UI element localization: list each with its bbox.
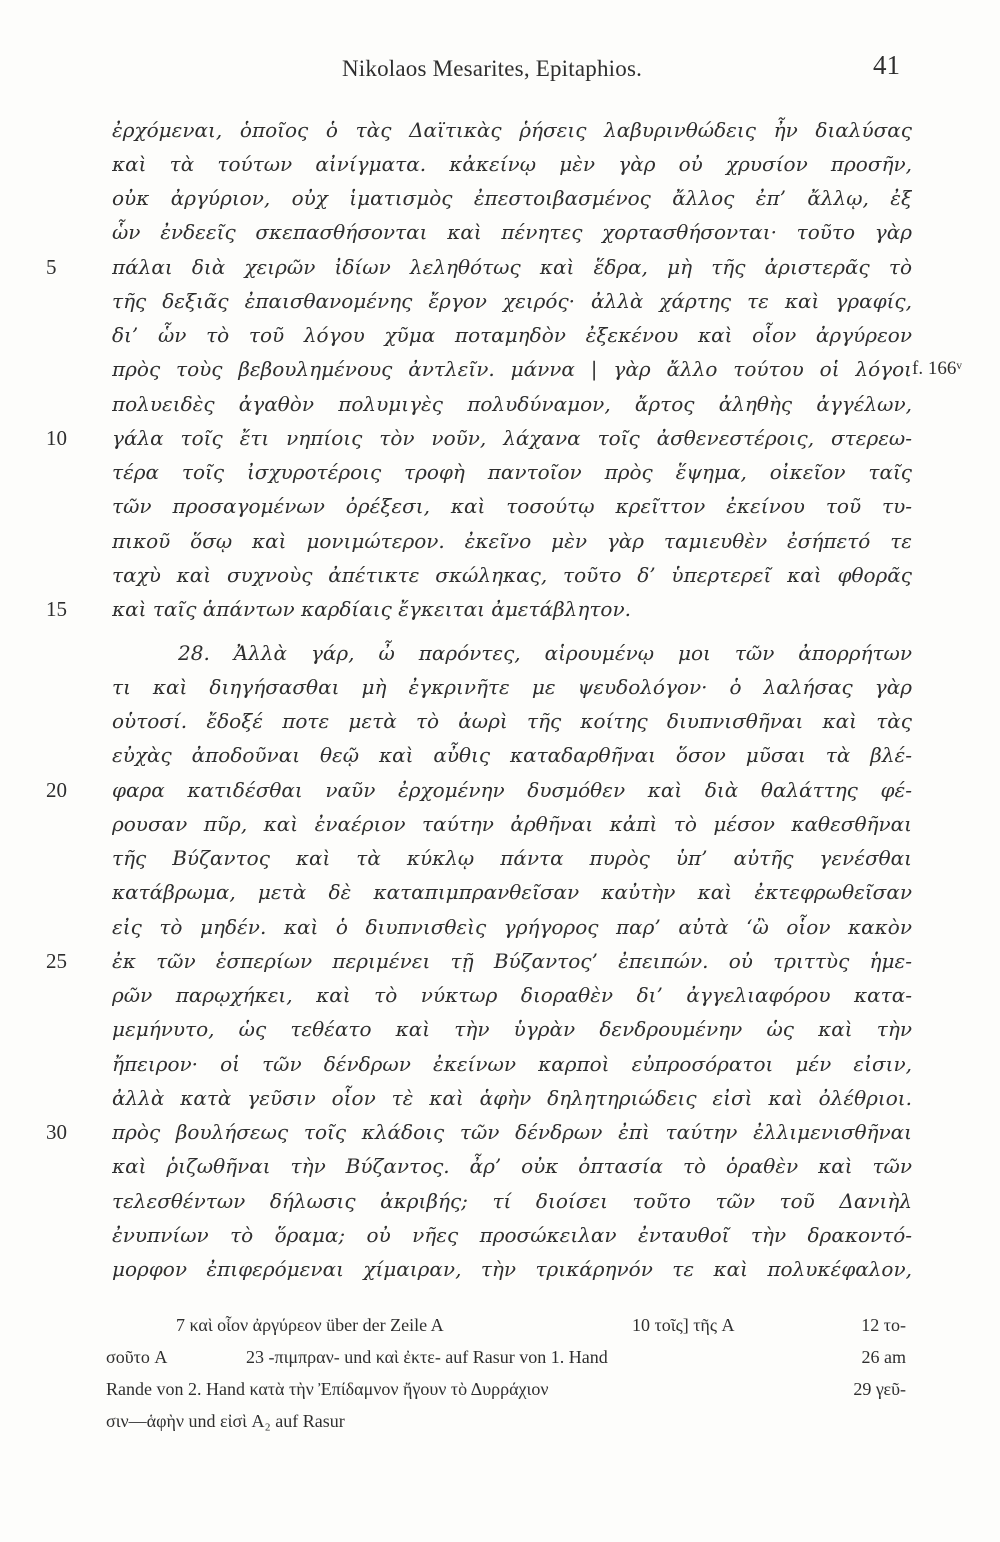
text-line: πικοῦ ὅσῳ καὶ μονιμώτερον. ἐκεῖνο μὲν γὰρ ταμιευθὲν ἐσήπετό τε [112,529,912,553]
footnote-line [106,1374,906,1404]
text-line: μορφον ἐπιφερόμεναι χίμαιραν, τὴν τρικάρηνόν τε καὶ πολυκέφαλον, [112,1257,912,1281]
line-number: 5 [46,255,57,279]
line-number: 15 [46,597,67,621]
text-line: τελεσθέντων δήλωσις ἀκριβής; τί διοίσει τοῦτο τῶν τοῦ Δανιὴλ [112,1189,912,1213]
text-line: πρὸς τοὺς βεβουλημένους ἀντλεῖν. μάννα | γὰρ ἄλλο τούτου οἱ λόγοι [112,357,912,381]
line-number: 10 [46,426,67,450]
text-line: ἐνυπνίων τὸ ὅραμα; οὐ νῆες προσώκειλαν ἐνταυθοῖ τὴν δρακοντό- [112,1223,912,1247]
footnote-entry: σοῦτο A [106,1347,168,1367]
text-line: ἐκ τῶν ἑσπερίων περιμένει τῇ Βύζαντος’ ἐπειπών. οὐ τριττὺς ἡμε- [112,949,912,973]
text-line: τι καὶ διηγήσασθαι μὴ ἐγκρινῆτε με ψευδολόγον· ὁ λαλήσας γὰρ [112,675,912,699]
text-line: πρὸς βουλήσεως τοῖς κλάδοις τῶν δένδρων ἐπὶ ταύτην ἐλλιμενισθῆναι [112,1120,912,1144]
text-line: οὐκ ἀργύριον, οὐχ ἱματισμὸς ἐπεστοιβασμένος ἄλλος ἐπ’ ἄλλῳ, ἐξ [112,186,912,210]
footnote-entry: σιν—ἁφὴν und εἰσὶ A₂ auf Rasur [106,1411,345,1431]
line-number: 30 [46,1120,67,1144]
line-number: 25 [46,949,67,973]
text-line: ρῶν παρῳχήκει, καὶ τὸ νύκτωρ διοραθὲν δι’ ἀγγελιαφόρου κατα- [112,983,912,1007]
text-line: γάλα τοῖς ἔτι νηπίοις τὸν νοῦν, λάχανα τοῖς ἀσθενεστέροις, στερεω- [112,426,912,450]
text-line: εἰς τὸ μηδέν. καὶ ὁ διυπνισθεὶς γρήγορος παρ’ αὐτὰ ‘ὢ οἷον κακὸν [112,915,912,939]
text-line: καὶ τὰ τούτων αἰνίγματα. κἀκείνῳ μὲν γὰρ οὐ χρυσίον προσῆν, [112,152,912,176]
text-line: ἤπειρον· οἱ τῶν δένδρων ἐκείνων καρποὶ εὐπροσόρατοι μέν εἰσιν, [112,1052,912,1076]
footnote-line [176,1310,906,1340]
text-line: τέρα τοῖς ἰσχυροτέροις τροφὴ παντοῖον πρὸς ἕψημα, οἰκεῖον ταῖς [112,460,912,484]
text-line: τῆς Βύζαντος καὶ τὰ κύκλῳ πάντα πυρὸς ὑπ’ αὐτῆς γενέσθαι [112,846,912,870]
text-line: τῆς δεξιᾶς ἐπαισθανομένης ἔργον χειρός· ἀλλὰ χάρτης τε καὶ γραφίς, [112,289,912,313]
page-number: 41 [873,50,900,80]
footnote-entry: 29 γεῦ- [853,1379,906,1399]
text-line: μεμήνυτο, ὡς τεθέατο καὶ τὴν ὑγρὰν δενδρουμένην ὡς καὶ τὴν [112,1017,912,1041]
folio-marginal-note: f. 166ᵛ [912,358,962,379]
text-line: εὐχὰς ἀποδοῦναι θεῷ καὶ αὖθις καταδαρθῆναι ὅσον μῦσαι τὰ βλέ- [112,743,912,767]
footnote-entry: 12 το- [861,1315,906,1335]
text-line: κατάβρωμα, μετὰ δὲ καταπιμπρανθεῖσαν καὐτὴν καὶ ἐκτεφρωθεῖσαν [112,880,912,904]
text-line: καὶ ταῖς ἁπάντων καρδίαις ἔγκειται ἀμετάβλητον. [112,597,631,621]
footnote-line [106,1406,906,1436]
text-line: δι’ ὧν τὸ τοῦ λόγου χῦμα ποταμηδὸν ἐξεκένου καὶ οἷον ἀργύρεον [112,323,912,347]
line-number: 20 [46,778,67,802]
footnote-entry: Rande von 2. Hand κατὰ τὴν Ἐπίδαμνον ἤγουν τὸ Δυρράχιον [106,1379,549,1399]
footnote-entry: 26 am [861,1347,906,1367]
text-line: οὑτοσί. ἔδοξέ ποτε μετὰ τὸ ἀωρὶ τῆς κοίτης διυπνισθῆναι καὶ τὰς [112,709,912,733]
text-line: πάλαι διὰ χειρῶν ἰδίων λεληθότως καὶ ἕδρα, μὴ τῆς ἀριστερᾶς τὸ [112,255,912,279]
running-title: Nikolaos Mesarites, Epitaphios. [342,56,643,81]
footnote-entry: 7 καὶ οἷον ἀργύρεον über der Zeile A [176,1315,444,1335]
text-line: πολυειδὲς ἀγαθὸν πολυμιγὲς πολυδύναμον, ἄρτος ἀληθὴς ἀγγέλων, [112,392,912,416]
footnote-entry: 23 -πιμπραν- und καὶ ἐκτε- auf Rasur von 1. Hand [246,1347,608,1367]
text-line: ἐρχόμεναι, ὁποῖος ὁ τὰς Δαϊτικὰς ῥήσεις λαβυρινθώδεις ἦν διαλύσας [112,118,912,142]
footnote-line [106,1342,906,1372]
text-line: φαρα κατιδέσθαι ναῦν ἐρχομένην δυσμόθεν καὶ διὰ θαλάττης φέ- [112,778,912,802]
text-line: ὧν ἐνδεεῖς σκεπασθήσονται καὶ πένητες χορτασθήσονται· τοῦτο γὰρ [112,220,912,244]
text-line: ταχὺ καὶ συχνοὺς ἀπέτικτε σκώληκας, τοῦτο δ’ ὑπερτερεῖ καὶ φθορᾶς [112,563,912,587]
text-line: τῶν προσαγομένων ὀρέξεσι, καὶ τοσούτῳ κρεῖττον ἐκείνου τοῦ τυ- [112,494,912,518]
text-line: καὶ ῥιζωθῆναι τὴν Βύζαντος. ἆρ’ οὐκ ὀπτασία τὸ ὁραθὲν καὶ τῶν [112,1154,912,1178]
text-line: 28. Ἀλλὰ γάρ, ὦ παρόντες, αἱρουμένῳ μοι τῶν ἀπορρήτων [178,641,912,665]
text-line: ἀλλὰ κατὰ γεῦσιν οἷον τὲ καὶ ἁφὴν δηλητηριώδεις εἰσὶ καὶ ὀλέθριοι. [112,1086,912,1110]
running-header [0,50,1000,90]
text-line: ρουσαν πῦρ, καὶ ἐναέριον ταύτην ἀρθῆναι κἀπὶ τὸ μέσον καθεσθῆναι [112,812,912,836]
footnote-entry: 10 τοῖς] τῆς A [632,1315,735,1335]
